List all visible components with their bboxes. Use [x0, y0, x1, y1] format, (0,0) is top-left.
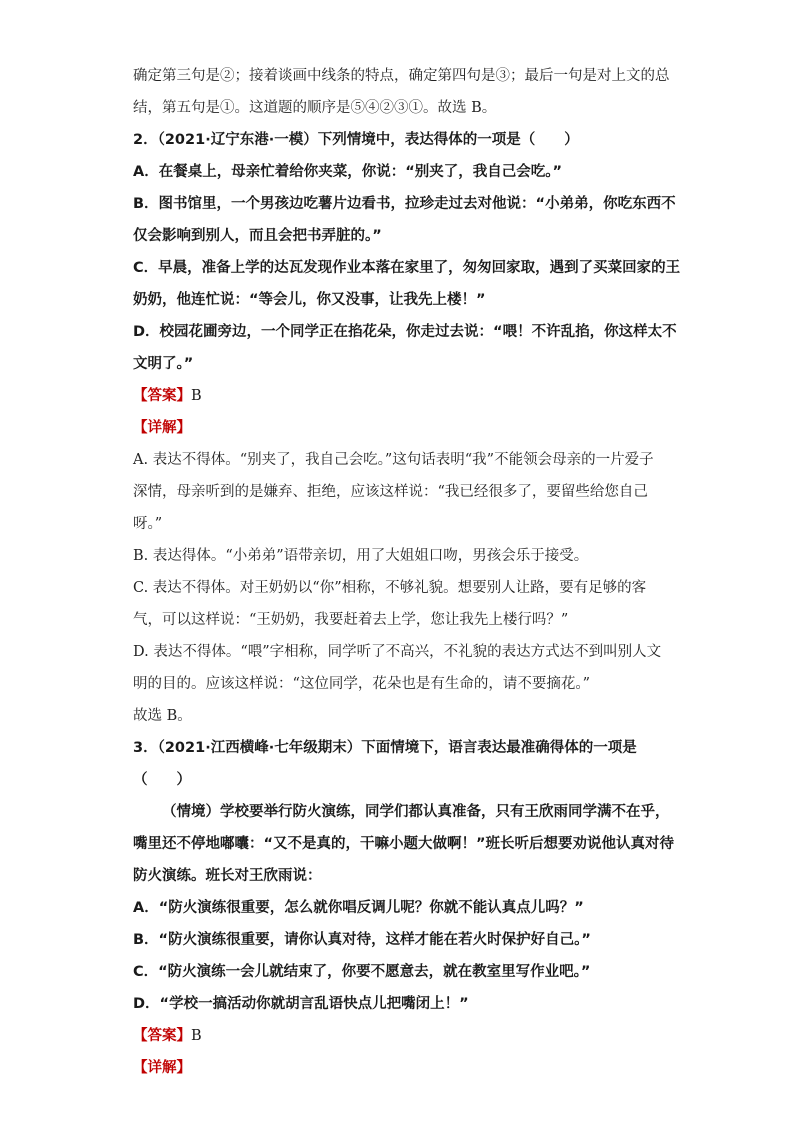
answer-label: 【答案】	[133, 388, 191, 404]
question-2-answer	[133, 386, 202, 406]
question-3-option-b: B．“防火演练很重要，请你认真对待，这样才能在若火时保护好自己。”	[133, 932, 591, 948]
question-3-context-line-3: 防火演练。班长对王欣雨说：	[133, 868, 322, 884]
question-3-paren: （ ）	[133, 772, 191, 788]
question-3-stem: 3．（2021·江西横峰·七年级期末）下面情境下，语言表达最准确得体的一项是	[133, 740, 637, 756]
question-3-option-a: A．“防火演练很重要，怎么就你唱反调儿呢？你就不能认真点儿吗？”	[133, 900, 584, 916]
question-3-answer	[133, 1026, 202, 1046]
intro-line-1: 确定第三句是②；接着谈画中线条的特点，确定第四句是③；最后一句是对上文的总	[133, 68, 670, 84]
answer-value: B	[191, 388, 202, 404]
question-3-option-d: D．“学校一搞活动你就胡言乱语快点儿把嘴闭上！”	[133, 996, 469, 1012]
question-2-option-d-line-2: 文明了。”	[133, 356, 194, 372]
explanation-c-line-1: C. 表达不得体。对王奶奶以“你”相称，不够礼貌。想要别人让路，要有足够的客	[133, 580, 647, 596]
detail-label: 【详解】	[133, 420, 191, 436]
explanation-b: B. 表达得体。“小弟弟”语带亲切，用了大姐姐口吻，男孩会乐于接受。	[133, 548, 589, 564]
question-2-option-d-line-1: D．校园花圃旁边，一个同学正在掐花朵，你走过去说：“喂！不许乱掐，你这样太不	[133, 324, 677, 340]
explanation-a-line-1: A. 表达不得体。“别夹了，我自己会吃。”这句话表明“我”不能领会母亲的一片爱子	[133, 452, 654, 468]
explanation-d-line-1: D. 表达不得体。“喂”字相称，同学听了不高兴，不礼貌的表达方式达不到叫别人文	[133, 644, 662, 660]
explanation-d-line-2: 明的目的。应该这样说：“这位同学，花朵也是有生命的，请不要摘花。”	[133, 676, 591, 692]
question-2-option-c-line-2: 奶奶，他连忙说：“等会儿，你又没事，让我先上楼！”	[133, 292, 486, 308]
detail-label: 【详解】	[133, 1060, 191, 1076]
question-2-stem: 2．（2021·辽宁东港·一模）下列情境中，表达得体的一项是（ ）	[133, 132, 579, 148]
question-3-context-line-1: （情境）学校要举行防火演练，同学们都认真准备，只有王欣雨同学满不在乎，	[162, 804, 670, 820]
question-3-context-line-2: 嘴里还不停地嘟囔：“又不是真的，干嘛小题大做啊！”班长听后想要劝说他认真对待	[133, 836, 675, 852]
answer-label: 【答案】	[133, 1028, 191, 1044]
question-2-detail-heading	[133, 418, 191, 438]
answer-value: B	[191, 1028, 202, 1044]
explanation-c-line-2: 气，可以这样说：“王奶奶，我要赶着去上学，您让我先上楼行吗？”	[133, 612, 569, 628]
question-3-detail-heading	[133, 1058, 191, 1078]
intro-line-2: 结，第五句是①。这道题的顺序是⑤④②③①。故选 B。	[133, 100, 497, 116]
question-2-option-b-line-2: 仅会影响到别人，而且会把书弄脏的。”	[133, 228, 382, 244]
question-2-option-a: A．在餐桌上，母亲忙着给你夹菜，你说：“别夹了，我自己会吃。”	[133, 164, 563, 180]
question-2-option-b-line-1: B．图书馆里，一个男孩边吃薯片边看书，拉珍走过去对他说：“小弟弟，你吃东西不	[133, 196, 676, 212]
question-3-option-c: C．“防火演练一会儿就结束了，你要不愿意去，就在教室里写作业吧。”	[133, 964, 591, 980]
explanation-conclusion: 故选 B。	[133, 708, 192, 724]
explanation-a-line-2: 深情，母亲听到的是嫌弃、拒绝，应该这样说：“我已经很多了，要留些给您自己	[133, 484, 648, 500]
explanation-a-line-3: 呀。”	[133, 516, 163, 532]
question-2-option-c-line-1: C．早晨，准备上学的达瓦发现作业本落在家里了，匆匆回家取，遇到了买菜回家的王	[133, 260, 681, 276]
